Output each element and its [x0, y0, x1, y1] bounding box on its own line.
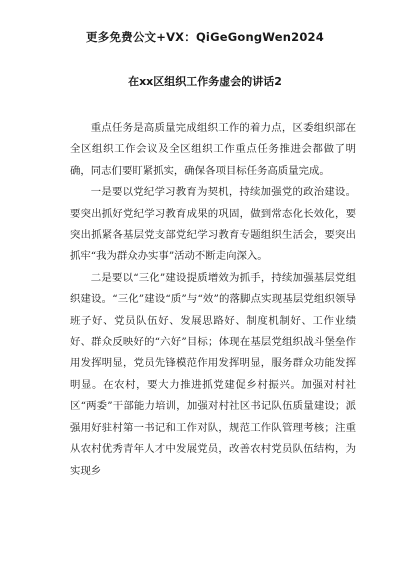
- page-header: 更多免费公文+VX：QiGeGongWen2024: [86, 30, 324, 44]
- document-title: 在xx区组织工作务虚会的讲话2: [128, 75, 282, 88]
- paragraph-1: 重点任务是高质量完成组织工作的着力点，区委组织部在全区组织工作会议及全区组织工作重点任务推进会都做了明确，同志们要盯紧抓实，确保各项目标任务高质量完成。: [70, 122, 356, 177]
- paragraph-3: 二是要以“三化”建设提质增效为抓手，持续加强基层党组织建设。“三化”建设“质”与“效”的落脚点实现基层党组织领导班子好、党员队伍好、发展思路好、制度机制好、工作业绩好、群众反映好的“六好”目标；体现在基层党组织战斗堡垒作用发挥明显，党员先锋模范作用发挥明显，服务群众功能发挥明显。在农村，要大力推进抓党建促乡村振兴。加强对村社区“两委”干部能力培训，加强对村社区书记队伍质量建设；派强用好驻村第一书记和工作对队，规范工作队管理考核；注重从农村优秀青年人才中发展党员，改善农村党员队伍结构，为实现乡: [70, 271, 356, 477]
- paragraph-2: 一是要以党纪学习教育为契机，持续加强党的政治建设。要突出抓好党纪学习教育成果的巩固，做到常态化长效化，要突出抓紧各基层党支部党纪学习教育专题组织生活会，要突出抓牢“我为群众办实事”活动不断走向深入。: [70, 186, 356, 263]
- document-body: [70, 118, 356, 482]
